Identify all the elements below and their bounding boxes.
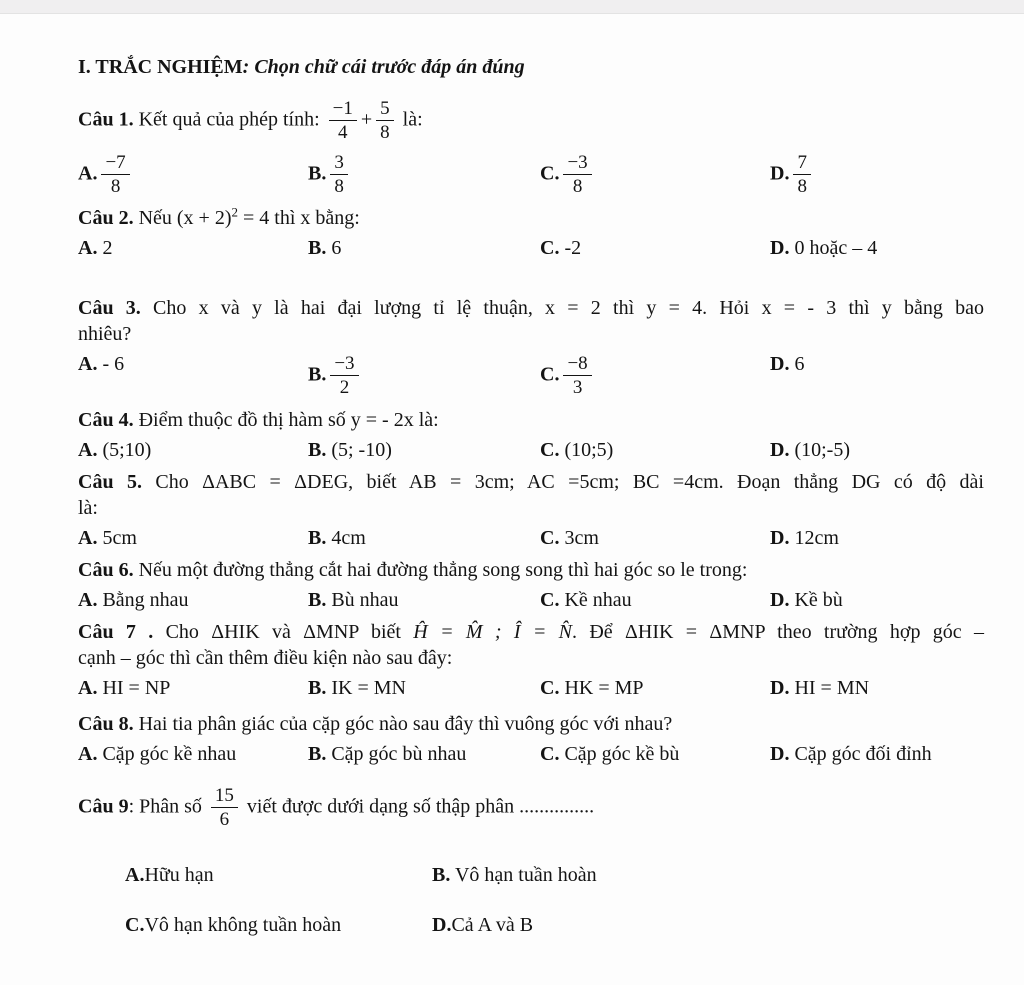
option-c [540, 525, 770, 551]
question-5-text: Cho ΔABC = ΔDEG, biết AB = 3cm; AC =5cm; BC =4cm. Đoạn thẳng DG có độ dài [141, 470, 984, 493]
question-7-text-after: . Để ΔHIK = ΔMNP theo trường hợp góc – [572, 620, 984, 643]
option-c-label: C. [540, 742, 560, 765]
option-d-text: 0 hoặc – 4 [794, 237, 878, 260]
option-c [540, 150, 770, 200]
option-d-text: Kề bù [794, 588, 843, 611]
question-5-statement-line1 [78, 469, 984, 495]
option-b-label: B. [308, 438, 327, 461]
fraction [330, 353, 358, 399]
option-d [770, 150, 984, 200]
option-d-label: D. [770, 526, 790, 549]
option-a-label: A. [78, 438, 98, 461]
option-b [308, 150, 540, 200]
option-a-label: A. [78, 676, 98, 699]
option-c-label: C. [540, 526, 560, 549]
fraction-numerator: −8 [563, 353, 591, 376]
option-c-label: C. [540, 363, 560, 386]
option-c [540, 351, 770, 401]
option-d [770, 235, 984, 261]
option-b [308, 351, 540, 401]
option-c-label: C. [540, 676, 560, 699]
option-b-label: B. [308, 676, 327, 699]
option-a-label: A. [78, 161, 98, 184]
option-a-text: Bằng nhau [102, 588, 189, 611]
section-heading-instruction: : Chọn chữ cái trước đáp án đúng [242, 56, 525, 78]
option-a-text: HI = NP [102, 676, 171, 699]
question-3-label: Câu 3. [78, 297, 141, 320]
question-3-text: Cho x và y là hai đại lượng tỉ lệ thuận, x = 2 thì y = 4. Hỏi x = - 3 thì y bằng bao [140, 297, 984, 320]
fraction-numerator: 5 [376, 98, 394, 121]
option-d-text: (10;-5) [794, 438, 850, 461]
option-b-label: B. [308, 237, 327, 260]
option-b [308, 437, 540, 463]
option-d-label: D. [770, 676, 790, 699]
option-d-label: D. [770, 438, 790, 461]
option-a [78, 437, 308, 463]
option-a [78, 235, 308, 261]
option-c-label: C. [540, 588, 560, 611]
question-1-label: Câu 1. [78, 108, 134, 131]
question-8 [78, 711, 984, 767]
fraction [330, 152, 348, 198]
option-d-text: 6 [794, 353, 805, 376]
option-b-label: B. [308, 588, 327, 611]
option-b-text: (5; -10) [331, 438, 392, 461]
question-7 [78, 619, 984, 701]
question-9-statement [78, 783, 984, 833]
fraction-denominator: 6 [219, 808, 230, 830]
question-7-statement-line2: cạnh – góc thì cần thêm điều kiện nào sau đây: [78, 646, 453, 669]
question-2-options [78, 235, 984, 261]
question-1-text: Kết quả của phép tính: [133, 108, 325, 131]
option-b [308, 525, 540, 551]
fraction [563, 152, 591, 198]
option-d-label: D. [770, 588, 790, 611]
question-7-label: Câu 7 . [78, 620, 154, 643]
question-3-statement-line1 [78, 295, 984, 321]
option-b-text: 6 [331, 237, 342, 260]
option-d [770, 437, 984, 463]
option-a [78, 587, 308, 613]
option-b-label: B. [308, 161, 327, 184]
fraction-denominator: 8 [110, 175, 121, 197]
fraction-denominator: 4 [338, 122, 348, 144]
option-d [770, 587, 984, 613]
option-b [432, 862, 984, 888]
option-c-text: 3cm [564, 526, 599, 549]
option-d-text: 12cm [794, 526, 839, 549]
question-5-label: Câu 5. [78, 470, 142, 493]
question-2-text: Nếu (x + 2) [133, 207, 232, 230]
option-d-text: HI = MN [794, 676, 870, 699]
option-b-text: Cặp góc bù nhau [331, 742, 467, 765]
option-a-text: 5cm [102, 526, 137, 549]
question-8-statement [78, 711, 984, 737]
option-d [432, 912, 984, 938]
fraction-numerator: 3 [330, 152, 348, 175]
question-9-text: : Phân số [128, 794, 207, 817]
option-a-label: A. [78, 742, 98, 765]
question-6 [78, 557, 984, 613]
option-a-label: A. [125, 864, 145, 887]
option-d-text: Cặp góc đối đỉnh [794, 742, 932, 765]
option-a-text: 2 [102, 237, 113, 260]
option-d-label: D. [432, 914, 452, 937]
fraction-denominator: 2 [339, 377, 350, 399]
question-3-statement-line2: nhiêu? [78, 323, 132, 346]
option-b-text: Bù nhau [331, 588, 399, 611]
option-c-text: (10;5) [564, 438, 614, 461]
option-b [308, 587, 540, 613]
option-b [308, 235, 540, 261]
option-c [540, 587, 770, 613]
option-b [308, 741, 540, 767]
fraction-numerator: 15 [211, 785, 238, 808]
option-d-label: D. [770, 742, 790, 765]
option-c-text: Kề nhau [564, 588, 632, 611]
option-c [125, 912, 432, 938]
option-c-text: Vô hạn không tuần hoàn [144, 914, 342, 937]
question-9 [78, 783, 984, 939]
option-b-label: B. [308, 363, 327, 386]
question-6-options [78, 587, 984, 613]
fraction-denominator: 8 [572, 175, 583, 197]
option-b-label: B. [308, 742, 327, 765]
fraction-denominator: 3 [572, 377, 583, 399]
fraction-numerator: −7 [101, 152, 129, 175]
question-4-statement [78, 407, 984, 433]
question-1 [78, 96, 984, 199]
option-b-label: B. [308, 526, 327, 549]
option-b-text: 4cm [331, 526, 366, 549]
question-7-options [78, 675, 984, 701]
option-d [770, 351, 984, 377]
fraction [563, 353, 591, 399]
angle-equality-math: Ĥ = M̂ ; Î = N̂ [413, 620, 573, 643]
question-5-statement-line2: là: [78, 496, 98, 519]
question-5-options [78, 525, 984, 551]
question-6-statement [78, 557, 984, 583]
section-heading [78, 54, 984, 80]
question-5 [78, 469, 984, 551]
option-a [78, 150, 308, 200]
option-a-text: (5;10) [102, 438, 152, 461]
question-1-options [78, 150, 984, 200]
question-2-text-after: = 4 thì x bằng: [238, 207, 360, 230]
option-c-label: C. [540, 438, 560, 461]
question-4-text: Điểm thuộc đồ thị hàm số y = - 2x là: [133, 408, 439, 431]
option-a-text: Cặp góc kề nhau [102, 742, 237, 765]
option-d [770, 675, 984, 701]
exponent: 2 [231, 204, 238, 220]
question-2-statement [78, 205, 984, 231]
option-c-text: HK = MP [564, 676, 644, 699]
fraction-denominator: 8 [334, 175, 344, 197]
option-a-label: A. [78, 237, 98, 260]
question-2-label: Câu 2. [78, 207, 134, 230]
question-3-options [78, 351, 984, 401]
option-a-label: A. [78, 526, 98, 549]
option-a-text: - 6 [102, 353, 125, 376]
question-4-options [78, 437, 984, 463]
question-1-text-after: là: [397, 108, 423, 131]
question-7-statement-line1 [78, 619, 984, 645]
question-2 [78, 205, 984, 261]
option-c-label: C. [125, 914, 145, 937]
option-a-label: A. [78, 353, 98, 376]
option-a [78, 525, 308, 551]
option-c-label: C. [540, 161, 560, 184]
option-a [78, 675, 308, 701]
fraction [329, 98, 357, 144]
option-a [78, 351, 308, 377]
fraction-numerator: −1 [329, 98, 357, 121]
option-c-text: Cặp góc kề bù [564, 742, 680, 765]
question-4-label: Câu 4. [78, 408, 134, 431]
option-c [540, 741, 770, 767]
question-8-label: Câu 8. [78, 712, 134, 735]
fraction [376, 98, 394, 144]
fraction-numerator: −3 [330, 353, 358, 376]
option-a-label: A. [78, 588, 98, 611]
plus-sign: + [360, 108, 373, 131]
top-bar [0, 0, 1024, 14]
question-6-text: Nếu một đường thẳng cắt hai đường thẳng song song thì hai góc so le trong: [133, 558, 748, 581]
option-c [540, 675, 770, 701]
fraction [101, 152, 129, 198]
option-c [540, 235, 770, 261]
test-document [0, 14, 1024, 938]
fraction [793, 152, 811, 198]
option-a [125, 862, 432, 888]
question-8-options [78, 741, 984, 767]
question-9-text-after: viết được dưới dạng số thập phân [241, 794, 520, 817]
fraction-numerator: 7 [793, 152, 811, 175]
option-d-label: D. [770, 353, 790, 376]
option-b [308, 675, 540, 701]
question-9-options [125, 862, 984, 938]
question-7-text: Cho ΔHIK và ΔMNP biết [153, 620, 414, 643]
option-c [540, 437, 770, 463]
option-d-label: D. [770, 161, 790, 184]
option-d-text: Cả A và B [451, 914, 534, 937]
question-6-label: Câu 6. [78, 558, 134, 581]
option-a-text: Hữu hạn [144, 864, 214, 887]
question-8-text: Hai tia phân giác của cặp góc nào sau đây thì vuông góc với nhau? [133, 712, 673, 735]
option-b-text: IK = MN [331, 676, 406, 699]
option-b-label: B. [432, 864, 451, 887]
fraction [211, 785, 238, 831]
option-c-label: C. [540, 237, 560, 260]
option-a [78, 741, 308, 767]
answer-blank-dots: ............... [519, 794, 595, 817]
question-4 [78, 407, 984, 463]
option-d-label: D. [770, 237, 790, 260]
question-1-statement [78, 96, 984, 146]
fraction-denominator: 8 [380, 122, 390, 144]
question-3 [78, 295, 984, 401]
fraction-denominator: 8 [797, 175, 807, 197]
question-9-label: Câu 9 [78, 794, 129, 817]
option-d [770, 741, 984, 767]
option-d [770, 525, 984, 551]
option-b-text: Vô hạn tuần hoàn [454, 864, 597, 887]
section-heading-title: I. TRẮC NGHIỆM [78, 56, 243, 78]
option-c-text: -2 [564, 237, 582, 260]
fraction-numerator: −3 [563, 152, 591, 175]
